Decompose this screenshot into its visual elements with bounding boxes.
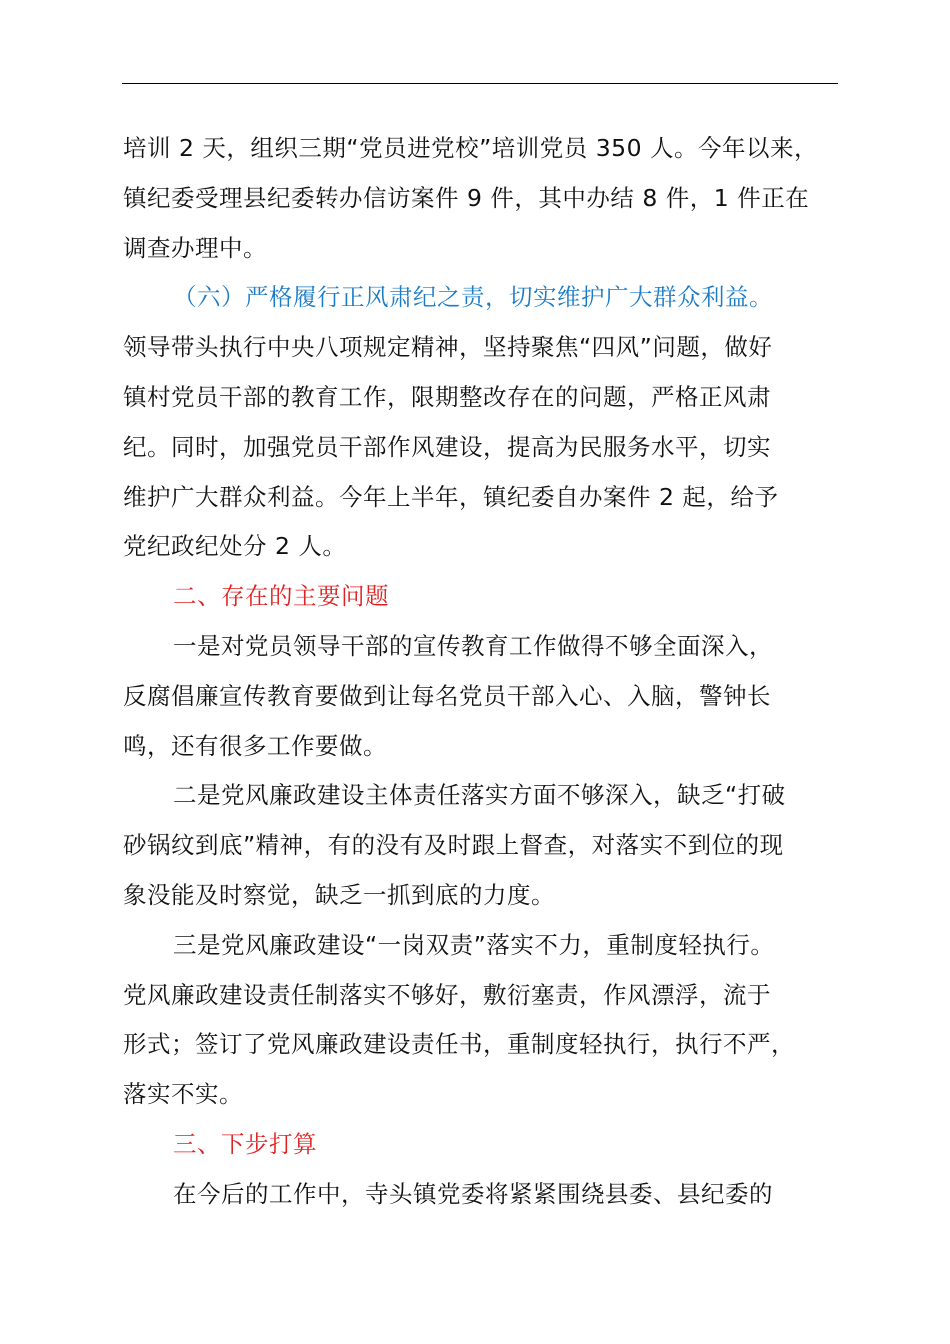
text-line: 砂锅纹到底”精神，有的没有及时跟上督查，对落实不到位的现 [123,831,784,860]
text-line: 二是党风廉政建设主体责任落实方面不够深入，缺乏“打破 [173,781,786,810]
subheading-six: （六）严格履行正风肃纪之责，切实维护广大群众利益。 [173,283,773,312]
text-line: 形式；签订了党风廉政建设责任书，重制度轻执行，执行不严， [123,1030,795,1059]
text-line: 纪。同时，加强党员干部作风建设，提高为民服务水平，切实 [123,432,771,461]
text-line: 镇村党员干部的教育工作，限期整改存在的问题，严格正风肃 [123,382,771,411]
section-heading-plans: 三、下步打算 [173,1129,317,1158]
text-line: 党纪政纪处分 2 人。 [123,532,347,561]
text-line: 三是党风廉政建设“一岗双责”落实不力，重制度轻执行。 [173,930,775,959]
text-line: 反腐倡廉宣传教育要做到让每名党员干部入心、入脑，警钟长 [123,681,771,710]
text-line: 领导带头执行中央八项规定精神，坚持聚焦“四风”问题，做好 [123,333,773,362]
text-line: 落实不实。 [123,1080,243,1109]
text-line: 一是对党员领导干部的宣传教育工作做得不够全面深入， [173,631,773,660]
text-line: 在今后的工作中，寺头镇党委将紧紧围绕县委、县纪委的 [173,1179,773,1208]
section-heading-problems: 二、存在的主要问题 [173,582,389,611]
text-line: 调查办理中。 [123,233,267,262]
header-rule [122,83,838,84]
text-line: 鸣，还有很多工作要做。 [123,731,387,760]
text-line: 培训 2 天，组织三期“党员进党校”培训党员 350 人。今年以来， [123,134,819,162]
text-line: 维护广大群众利益。今年上半年，镇纪委自办案件 2 起，给予 [123,482,779,511]
text-line: 党风廉政建设责任制落实不够好，敷衍塞责，作风漂浮，流于 [123,980,771,1009]
text-line: 镇纪委受理县纪委转办信访案件 9 件，其中办结 8 件，1 件正在 [123,183,810,212]
text-line: 象没能及时察觉，缺乏一抓到底的力度。 [123,880,555,909]
body-text [123,124,843,1220]
